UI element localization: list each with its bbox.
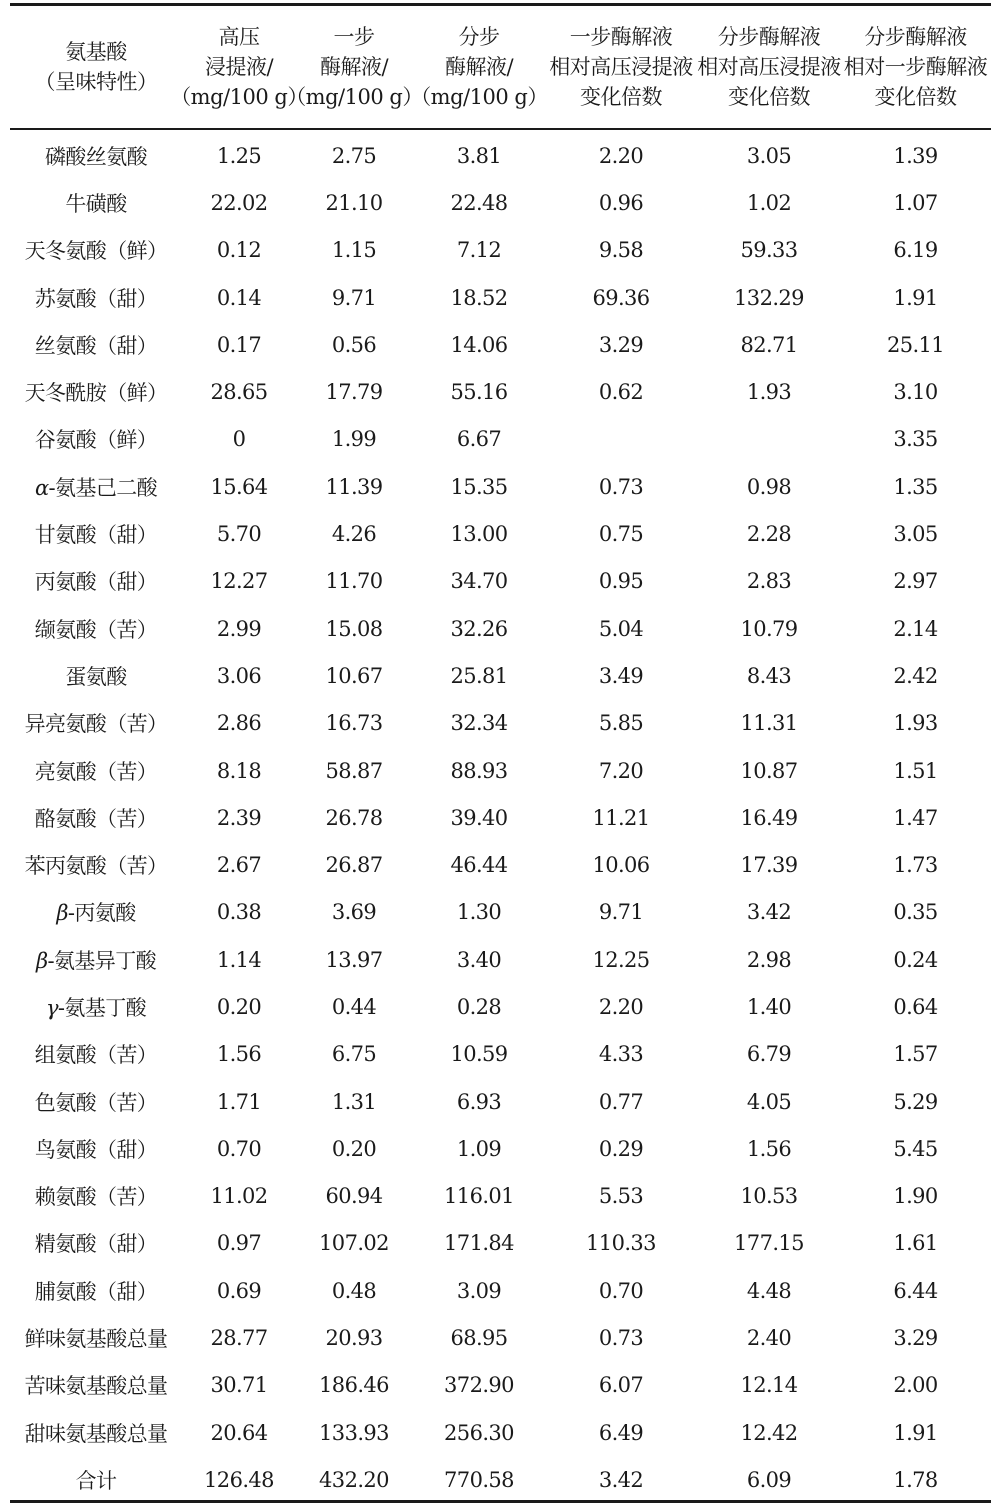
value-cell: 11.02 — [210, 1184, 268, 1209]
value-cell: 171.84 — [444, 1231, 514, 1256]
value-cell: 30.71 — [210, 1373, 268, 1398]
value-cell: 7.12 — [456, 238, 502, 263]
value-cell: 110.33 — [586, 1231, 656, 1256]
value-cell: 6.49 — [598, 1420, 644, 1445]
value-cell: 1.99 — [331, 427, 377, 452]
value-cell: 17.79 — [325, 380, 383, 405]
value-cell: 12.14 — [740, 1373, 798, 1398]
value-cell: 1.73 — [893, 853, 938, 878]
value-cell: 3.05 — [746, 143, 792, 168]
table-row — [0, 1125, 999, 1172]
bottom-rule — [10, 1500, 991, 1503]
value-cell: 6.44 — [893, 1278, 938, 1303]
table-row — [0, 510, 999, 557]
amino-acid-name — [0, 1276, 192, 1306]
value-cell: 0.38 — [216, 900, 262, 925]
table-header — [0, 8, 999, 126]
table-row — [0, 700, 999, 747]
amino-acid-name — [0, 756, 192, 786]
value-cell: 3.42 — [598, 1467, 644, 1492]
table-row — [0, 132, 999, 179]
amino-acid-name — [0, 1323, 192, 1353]
value-cell: 2.20 — [598, 994, 644, 1019]
value-cell: 1.47 — [893, 805, 938, 830]
value-cell: 26.87 — [325, 853, 383, 878]
value-cell: 5.29 — [893, 1089, 938, 1114]
value-cell: 2.39 — [216, 805, 262, 830]
table-row — [0, 274, 999, 321]
column-header-line: 相对高压浸提液 — [549, 55, 693, 79]
value-cell: 6.07 — [598, 1373, 644, 1398]
value-cell: 432.20 — [319, 1467, 389, 1492]
amino-acid-label: 组氨酸（苦） — [34, 1043, 158, 1068]
value-cell: 5.04 — [598, 616, 644, 641]
value-cell: 132.29 — [734, 285, 804, 310]
value-cell: 186.46 — [319, 1373, 389, 1398]
amino-acid-label: 鲜味氨基酸总量 — [24, 1327, 168, 1352]
value-cell: 9.58 — [598, 238, 644, 263]
value-cell: 28.65 — [210, 380, 268, 405]
table-row — [0, 983, 999, 1030]
value-cell: 25.11 — [886, 332, 945, 357]
value-cell: 256.30 — [444, 1420, 514, 1445]
value-cell: 11.70 — [325, 569, 383, 594]
table-row — [0, 368, 999, 415]
value-cell: 0.62 — [598, 380, 644, 405]
column-header-line: 相对一步酶解液 — [843, 55, 988, 79]
value-cell: 0.77 — [598, 1089, 644, 1114]
value-cell: 12.27 — [210, 569, 268, 594]
amino-acid-label: 酪氨酸（苦） — [34, 806, 158, 831]
amino-acid-label: 苦味氨基酸总量 — [24, 1374, 168, 1399]
value-cell: 1.93 — [893, 711, 938, 736]
table-row — [0, 463, 999, 510]
amino-acid-label: 缬氨酸（苦） — [34, 617, 158, 642]
value-cell: 13.97 — [325, 947, 383, 972]
value-cell: 1.90 — [893, 1184, 938, 1209]
table-row — [0, 889, 999, 936]
amino-acid-label: -丙氨酸 — [67, 901, 136, 926]
column-header — [286, 8, 422, 126]
column-header-line: 浸提液/ — [204, 55, 274, 79]
value-cell: 0.75 — [598, 522, 644, 547]
value-cell: 8.43 — [746, 663, 792, 688]
value-cell: 1.25 — [216, 143, 262, 168]
value-cell: 0.20 — [216, 994, 262, 1019]
value-cell: 16.49 — [740, 805, 798, 830]
amino-acid-name — [0, 1370, 192, 1400]
amino-acid-name — [0, 188, 192, 218]
column-header-line: 变化倍数 — [728, 85, 810, 109]
value-cell: 0.12 — [216, 238, 262, 263]
column-header-line: （mg/100 g） — [410, 85, 548, 109]
amino-acid-label: -氨基己二酸 — [48, 475, 158, 500]
greek-prefix: α — [34, 475, 49, 500]
value-cell: 1.40 — [746, 994, 792, 1019]
value-cell: 6.93 — [456, 1089, 502, 1114]
value-cell: 1.61 — [893, 1231, 938, 1256]
value-cell: 20.93 — [325, 1326, 383, 1351]
amino-acid-label: 色氨酸（苦） — [34, 1090, 158, 1115]
value-cell: 3.69 — [331, 900, 377, 925]
value-cell: 3.49 — [598, 663, 644, 688]
value-cell: 2.98 — [746, 947, 792, 972]
amino-acid-name — [0, 566, 192, 596]
value-cell: 59.33 — [740, 238, 798, 263]
greek-prefix: β — [56, 901, 68, 926]
value-cell: 6.09 — [746, 1467, 792, 1492]
value-cell: 16.73 — [325, 711, 383, 736]
value-cell: 39.40 — [450, 805, 508, 830]
column-header-line: 分步酶解液 — [864, 25, 967, 49]
value-cell: 60.94 — [325, 1184, 383, 1209]
column-header — [832, 8, 999, 126]
column-header — [170, 8, 308, 126]
value-cell: 372.90 — [444, 1373, 514, 1398]
value-cell: 20.64 — [210, 1420, 268, 1445]
column-header-line: 一步 — [333, 25, 375, 49]
value-cell: 13.00 — [450, 522, 508, 547]
table-row — [0, 652, 999, 699]
value-cell: 3.10 — [893, 380, 938, 405]
value-cell: 0.73 — [598, 474, 644, 499]
value-cell: 0.98 — [746, 474, 792, 499]
value-cell: 1.91 — [893, 285, 938, 310]
column-header-line: 相对高压浸提液 — [697, 55, 841, 79]
amino-acid-name — [0, 945, 192, 975]
amino-acid-label: 天冬酰胺（鲜） — [24, 381, 168, 406]
value-cell: 3.29 — [893, 1326, 938, 1351]
amino-acid-name — [0, 708, 192, 738]
table-row — [0, 558, 999, 605]
value-cell: 1.93 — [746, 380, 792, 405]
amino-acid-name — [0, 992, 192, 1022]
column-header-line: 分步 — [458, 25, 500, 49]
table-row — [0, 1078, 999, 1125]
value-cell: 0.29 — [598, 1136, 644, 1161]
amino-acid-label: 精氨酸（甜） — [34, 1232, 158, 1257]
value-cell: 1.15 — [331, 238, 377, 263]
value-cell: 22.48 — [450, 190, 508, 215]
value-cell: 32.34 — [450, 711, 508, 736]
table-row — [0, 841, 999, 888]
amino-acid-name — [0, 661, 192, 691]
column-header-line: 变化倍数 — [580, 85, 662, 109]
value-cell: 1.35 — [893, 474, 938, 499]
value-cell: 34.70 — [450, 569, 508, 594]
value-cell: 2.67 — [216, 853, 262, 878]
value-cell: 0.73 — [598, 1326, 644, 1351]
value-cell: 15.35 — [450, 474, 508, 499]
table-row — [0, 1173, 999, 1220]
value-cell: 2.20 — [598, 143, 644, 168]
value-cell: 0.20 — [331, 1136, 377, 1161]
value-cell: 0.69 — [216, 1278, 262, 1303]
column-header-line: 酶解液/ — [444, 55, 514, 79]
value-cell: 5.53 — [598, 1184, 644, 1209]
amino-acid-label: 牛磺酸 — [65, 191, 127, 216]
amino-acid-name — [0, 614, 192, 644]
amino-acid-label: 脯氨酸（甜） — [34, 1279, 158, 1304]
table-row — [0, 1267, 999, 1314]
value-cell: 21.10 — [325, 190, 383, 215]
amino-acid-name — [0, 141, 192, 171]
value-cell: 12.42 — [740, 1420, 798, 1445]
amino-acid-name — [0, 850, 192, 880]
value-cell: 0.95 — [598, 569, 644, 594]
value-cell: 32.26 — [450, 616, 508, 641]
value-cell: 3.35 — [893, 427, 938, 452]
value-cell: 10.59 — [450, 1042, 508, 1067]
value-cell: 1.91 — [893, 1420, 938, 1445]
amino-acid-name — [0, 377, 192, 407]
header-rule — [10, 128, 991, 130]
amino-acid-name — [0, 235, 192, 265]
table-row — [0, 1314, 999, 1361]
value-cell: 4.26 — [331, 522, 377, 547]
amino-acid-name — [0, 519, 192, 549]
amino-acid-label: 磷酸丝氨酸 — [45, 144, 147, 169]
column-header — [536, 8, 706, 126]
value-cell: 88.93 — [450, 758, 508, 783]
amino-acid-label: 蛋氨酸 — [65, 664, 127, 689]
value-cell: 4.33 — [598, 1042, 644, 1067]
value-cell: 8.18 — [216, 758, 262, 783]
value-cell: 6.75 — [331, 1042, 377, 1067]
value-cell: 0.56 — [331, 332, 377, 357]
column-header-line: 氨基酸 — [65, 40, 127, 64]
value-cell: 9.71 — [331, 285, 377, 310]
value-cell: 2.99 — [216, 616, 262, 641]
value-cell: 2.42 — [893, 663, 938, 688]
value-cell: 17.39 — [740, 853, 798, 878]
greek-prefix: γ — [45, 995, 58, 1020]
value-cell: 1.39 — [893, 143, 938, 168]
value-cell: 69.36 — [592, 285, 650, 310]
table-row — [0, 605, 999, 652]
value-cell: 0.17 — [216, 332, 262, 357]
amino-acid-label: 甘氨酸（甜） — [34, 523, 158, 548]
amino-acid-label: 苯丙氨酸（苦） — [24, 854, 168, 879]
value-cell: 15.64 — [210, 474, 268, 499]
amino-acid-name — [0, 1181, 192, 1211]
amino-acid-label: 苏氨酸（甜） — [34, 286, 158, 311]
amino-acid-name — [0, 472, 192, 502]
table-row — [0, 321, 999, 368]
value-cell: 26.78 — [325, 805, 383, 830]
value-cell: 10.87 — [740, 758, 798, 783]
value-cell: 10.79 — [740, 616, 798, 641]
value-cell: 0 — [232, 427, 246, 452]
value-cell: 10.06 — [592, 853, 650, 878]
column-header-line: 分步酶解液 — [717, 25, 821, 49]
value-cell: 12.25 — [592, 947, 650, 972]
value-cell: 3.09 — [456, 1278, 502, 1303]
value-cell: 770.58 — [444, 1467, 514, 1492]
table-row — [0, 1409, 999, 1456]
table-row — [0, 1456, 999, 1503]
value-cell: 2.86 — [216, 711, 262, 736]
value-cell: 3.29 — [598, 332, 644, 357]
table-row — [0, 936, 999, 983]
value-cell: 4.48 — [746, 1278, 792, 1303]
value-cell: 2.00 — [893, 1373, 938, 1398]
value-cell: 11.21 — [592, 805, 650, 830]
column-header-line: 一步酶解液 — [569, 25, 673, 49]
column-header-line: 变化倍数 — [874, 85, 957, 109]
value-cell: 1.07 — [893, 190, 938, 215]
value-cell: 18.52 — [450, 285, 508, 310]
value-cell: 1.56 — [216, 1042, 262, 1067]
amino-acid-label: 谷氨酸（鲜） — [34, 428, 158, 453]
value-cell: 3.40 — [456, 947, 502, 972]
table-row — [0, 1362, 999, 1409]
value-cell: 0.24 — [893, 947, 938, 972]
value-cell: 1.09 — [456, 1136, 502, 1161]
amino-acid-label: -氨基异丁酸 — [47, 948, 157, 973]
amino-acid-name — [0, 897, 192, 927]
value-cell: 58.87 — [325, 758, 383, 783]
table-row — [0, 794, 999, 841]
value-cell: 11.39 — [325, 474, 383, 499]
value-cell: 0.44 — [331, 994, 377, 1019]
value-cell: 22.02 — [210, 190, 268, 215]
value-cell: 3.42 — [746, 900, 792, 925]
amino-acid-name — [0, 1228, 192, 1258]
amino-acid-label: 天冬氨酸（鲜） — [24, 239, 168, 264]
amino-acid-label: -氨基丁酸 — [57, 995, 147, 1020]
value-cell: 177.15 — [734, 1231, 804, 1256]
column-header — [697, 8, 841, 126]
value-cell: 6.79 — [746, 1042, 792, 1067]
value-cell: 6.67 — [456, 427, 502, 452]
value-cell: 1.56 — [746, 1136, 792, 1161]
column-header-line: （mg/100 g） — [170, 85, 308, 109]
value-cell: 1.51 — [893, 758, 938, 783]
table-row — [0, 416, 999, 463]
table-row — [0, 179, 999, 226]
amino-acid-name — [0, 283, 192, 313]
value-cell: 3.06 — [216, 663, 262, 688]
value-cell: 3.81 — [456, 143, 502, 168]
value-cell: 46.44 — [450, 853, 508, 878]
value-cell: 5.70 — [216, 522, 262, 547]
value-cell: 1.30 — [456, 900, 502, 925]
value-cell: 7.20 — [598, 758, 644, 783]
top-rule — [10, 3, 991, 6]
amino-acid-name — [0, 330, 192, 360]
value-cell: 28.77 — [210, 1326, 268, 1351]
value-cell: 0.35 — [893, 900, 938, 925]
amino-acid-name — [0, 1087, 192, 1117]
value-cell: 1.14 — [216, 947, 262, 972]
column-header-line: （mg/100 g） — [285, 85, 423, 109]
value-cell: 133.93 — [319, 1420, 389, 1445]
value-cell: 2.40 — [746, 1326, 792, 1351]
value-cell: 1.31 — [331, 1089, 377, 1114]
value-cell: 10.53 — [740, 1184, 798, 1209]
value-cell: 126.48 — [204, 1467, 274, 1492]
amino-acid-label: 合计 — [75, 1468, 117, 1493]
value-cell: 107.02 — [319, 1231, 389, 1256]
amino-acid-label: 赖氨酸（苦） — [34, 1185, 158, 1210]
column-header-line: 高压 — [218, 25, 260, 49]
value-cell: 1.71 — [216, 1089, 262, 1114]
amino-acid-name — [0, 424, 192, 454]
value-cell: 5.45 — [893, 1136, 938, 1161]
value-cell: 55.16 — [450, 380, 508, 405]
amino-acid-name — [0, 1418, 192, 1448]
amino-acid-name — [0, 1039, 192, 1069]
amino-acid-name — [0, 1134, 192, 1164]
column-header-line: 酶解液/ — [319, 55, 389, 79]
value-cell: 5.85 — [598, 711, 644, 736]
value-cell: 0.96 — [598, 190, 644, 215]
amino-acid-label: 甜味氨基酸总量 — [24, 1421, 168, 1446]
value-cell: 25.81 — [450, 663, 508, 688]
greek-prefix: β — [35, 948, 48, 973]
table-row — [0, 1031, 999, 1078]
table-body — [0, 132, 999, 1504]
value-cell: 0.64 — [893, 994, 938, 1019]
value-cell: 0.70 — [598, 1278, 644, 1303]
amino-acid-label: 丙氨酸（甜） — [34, 570, 158, 595]
value-cell: 0.14 — [216, 285, 262, 310]
amino-acid-label: 异亮氨酸（苦） — [24, 712, 168, 737]
amino-acid-label: 亮氨酸（苦） — [34, 759, 158, 784]
value-cell: 0.48 — [331, 1278, 377, 1303]
value-cell: 11.31 — [740, 711, 798, 736]
value-cell: 2.83 — [746, 569, 792, 594]
value-cell: 3.05 — [893, 522, 938, 547]
value-cell: 1.57 — [893, 1042, 938, 1067]
column-header — [410, 8, 548, 126]
table-row — [0, 227, 999, 274]
column-header-line: （呈味特性） — [34, 70, 158, 94]
value-cell: 14.06 — [450, 332, 508, 357]
value-cell: 68.95 — [450, 1326, 508, 1351]
value-cell: 2.14 — [893, 616, 938, 641]
amino-acid-label: 鸟氨酸（甜） — [34, 1137, 158, 1162]
amino-acid-label: 丝氨酸（甜） — [34, 333, 158, 358]
table-row — [0, 1220, 999, 1267]
amino-acid-name — [0, 803, 192, 833]
value-cell: 1.78 — [893, 1467, 938, 1492]
column-header — [0, 8, 192, 126]
table-row — [0, 747, 999, 794]
value-cell: 82.71 — [740, 332, 798, 357]
value-cell: 1.02 — [746, 190, 792, 215]
value-cell: 2.97 — [893, 569, 938, 594]
value-cell: 116.01 — [444, 1184, 514, 1209]
value-cell: 4.05 — [746, 1089, 792, 1114]
value-cell: 0.28 — [456, 994, 502, 1019]
value-cell: 2.28 — [746, 522, 792, 547]
amino-acid-name — [0, 1465, 192, 1495]
value-cell: 15.08 — [325, 616, 383, 641]
value-cell: 0.97 — [216, 1231, 262, 1256]
value-cell: 2.75 — [331, 143, 377, 168]
value-cell: 6.19 — [893, 238, 938, 263]
value-cell: 0.70 — [216, 1136, 262, 1161]
value-cell: 10.67 — [325, 663, 383, 688]
value-cell: 9.71 — [598, 900, 644, 925]
